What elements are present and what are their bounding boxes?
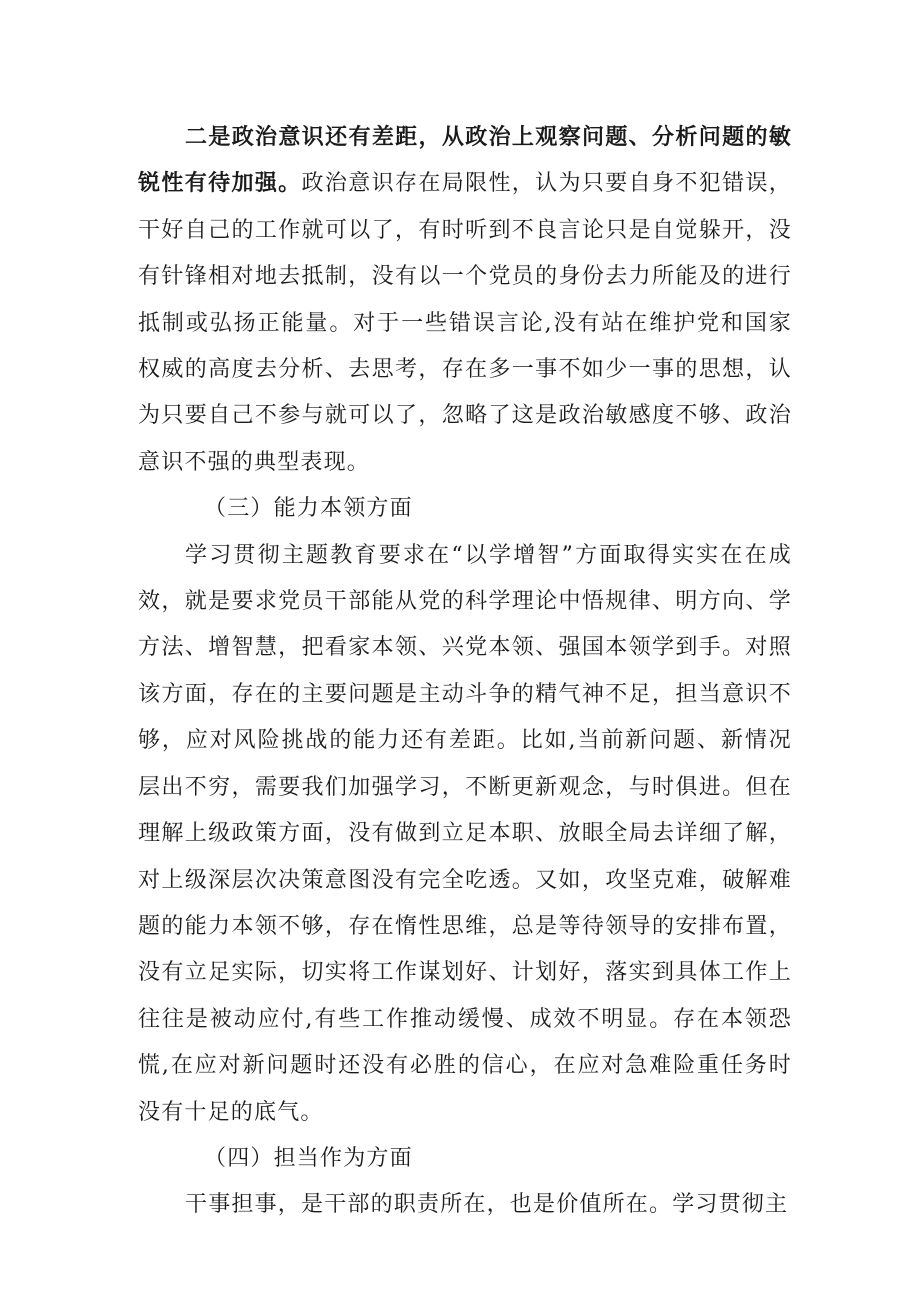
section-heading-responsibility: （四）担当作为方面 [204,1145,413,1171]
paragraph-political-awareness [138,115,792,486]
paragraph-lead-bold: 二是政治意识还有差距，从政治上观察问题、分析问题的敏锐性有待加强。 [138,125,792,197]
section-heading-ability: （三）能力本领方面 [204,496,413,522]
paragraph-body-text: 政治意识存在局限性，认为只要自身不犯错误，干好自己的工作就可以了，有时听到不良言论只是自觉躲开，没有针锋相对地去抵制，没有以一个党员的身份去力所能及的进行抵制或弘扬正能量。对于一些错误言论,没有站在维护党和国家权威的高度去分析、去思考，存在多一事不如少一事的思想，认为只要自己不参与就可以了，忽略了这是政治敏感度不够、政治意识不强的典型表现。 [138,171,793,475]
paragraph-ability: 学习贯彻主题教育要求在“以学增智”方面取得实实在在成效，就是要求党员干部能从党的科学理论中悟规律、明方向、学方法、增智慧，把看家本领、兴党本领、强国本领学到手。对照该方面，存在的主要问题是主动斗争的精气神不足，担当意识不够，应对风险挑战的能力还有差距。比如,当前新问题、新情况层出不穷，需要我们加强学习，不断更新观念，与时俱进。但在理解上级政策方面，没有做到立足本职、放眼全局去详细了解，对上级深层次决策意图没有完全吃透。又如，攻坚克难，破解难题的能力本领不够，存在惰性思维，总是等待领导的安排布置，没有立足实际，切实将工作谋划好、计划好，落实到具体工作上往往是被动应付,有些工作推动缓慢、成效不明显。存在本领恐慌,在应对新问题时还没有必胜的信心，在应对急难险重任务时没有十足的底气。 [138,542,792,1125]
paragraph-responsibility: 干事担事，是干部的职责所在，也是价值所在。学习贯彻主 [185,1192,789,1218]
document-body [138,115,792,1229]
